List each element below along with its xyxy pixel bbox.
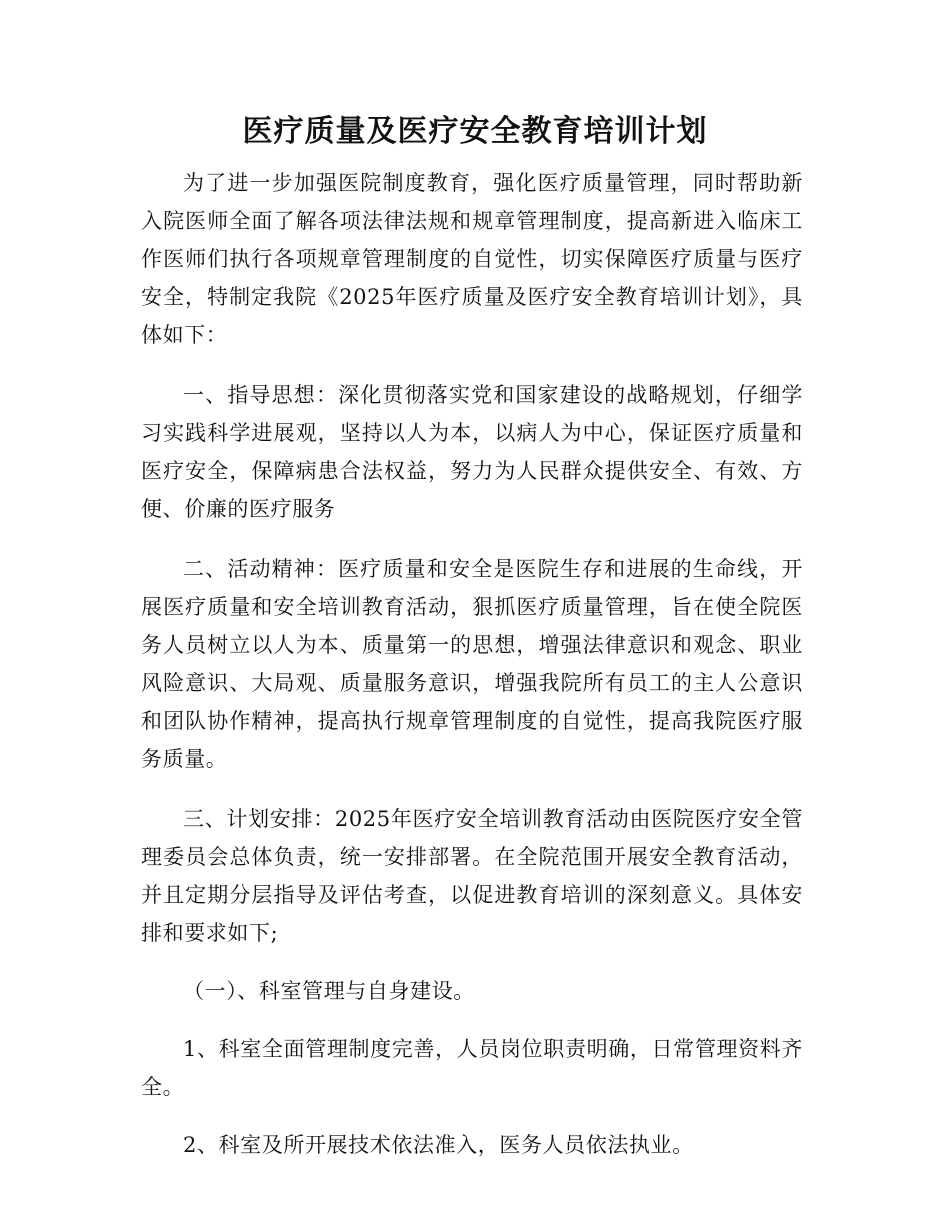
plan-arrangement-paragraph: 三、计划安排：2025年医疗安全培训教育活动由医院医疗安全管理委员会总体负责，统一安排部署。在全院范围开展安全教育活动，并且定期分层指导及评估考查，以促进教育培训的深刻意义。具体安排和要求如下; xyxy=(141,807,803,945)
section-heading-one: （一）、科室管理与自身建设。 xyxy=(183,979,475,1003)
guiding-ideology-paragraph: 一、指导思想：深化贯彻落实党和国家建设的战略规划，仔细学习实践科学进展观，坚持以人为本，以病人为中心，保证医疗质量和医疗安全，保障病患合法权益，努力为人民群众提供安全、有效、方便、价廉的医疗服务 xyxy=(141,383,803,521)
document-title: 医疗质量及医疗安全教育培训计划 xyxy=(242,114,708,149)
list-item-1: 1、科室全面管理制度完善，人员岗位职责明确，日常管理资料齐全。 xyxy=(141,1037,803,1099)
activity-spirit-paragraph: 二、活动精神：医疗质量和安全是医院生存和进展的生命线，开展医疗质量和安全培训教育活动，狠抓医疗质量管理，旨在使全院医务人员树立以人为本、质量第一的思想，增强法律意识和观念、职业风险意识、大局观、质量服务意识，增强我院所有员工的主人公意识和团队协作精神，提高执行规章管理制度的自觉性，提高我院医疗服务质量。 xyxy=(141,557,803,771)
list-item-2: 2、科室及所开展技术依法准入，医务人员依法执业。 xyxy=(183,1133,694,1157)
document-body xyxy=(141,164,803,1164)
intro-paragraph: 为了进一步加强医院制度教育，强化医疗质量管理，同时帮助新入院医师全面了解各项法律法规和规章管理制度，提高新进入临床工作医师们执行各项规章管理制度的自觉性，切实保障医疗质量与医疗安全，特制定我院《2025年医疗质量及医疗安全教育培训计划》，具体如下： xyxy=(141,171,803,347)
